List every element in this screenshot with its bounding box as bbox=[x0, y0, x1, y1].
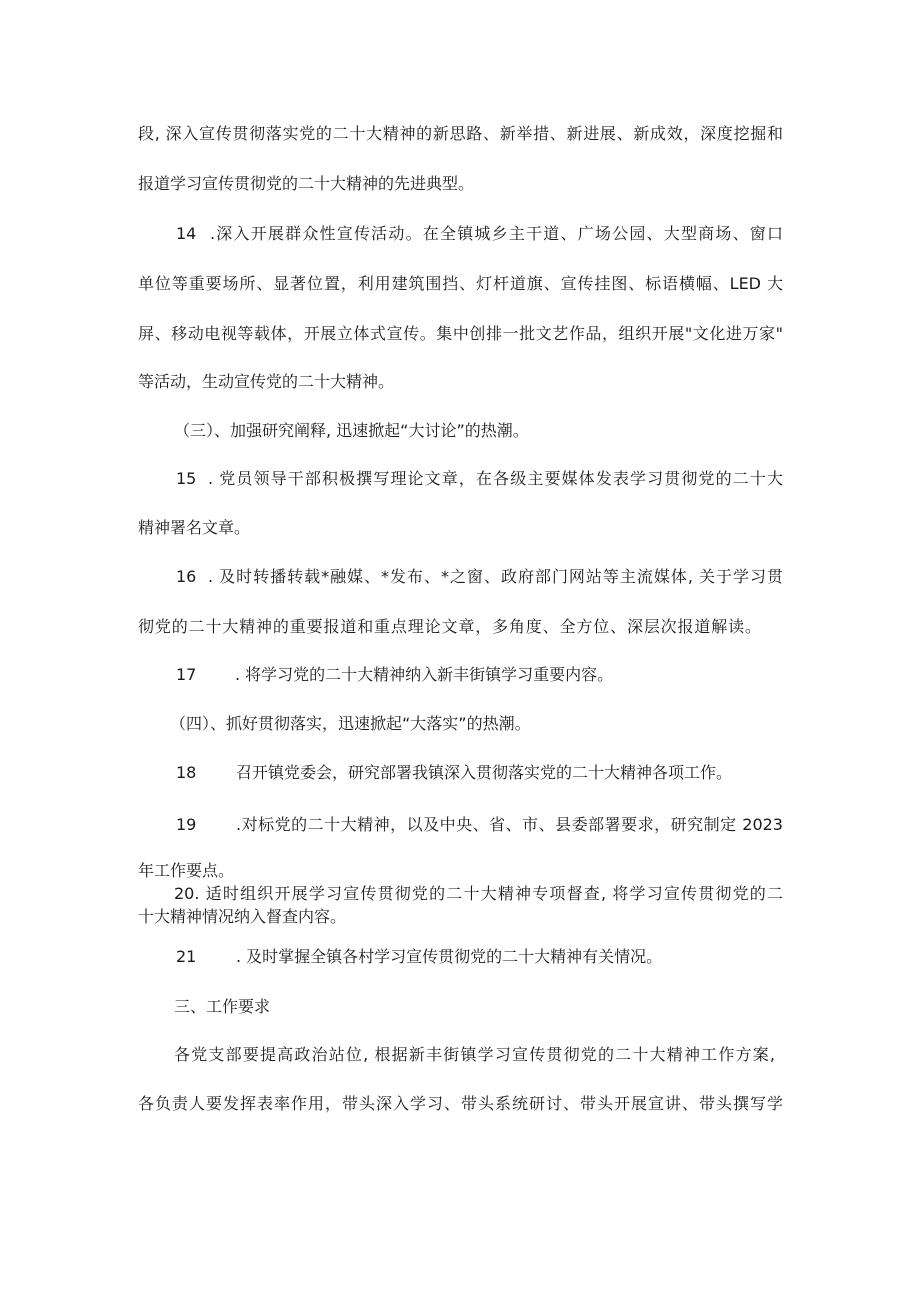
requirements-heading: 三、工作要求 bbox=[174, 997, 271, 1016]
item-21-number: 21 bbox=[176, 947, 197, 966]
item-16-line-2: 彻党的二十大精神的重要报道和重点理论文章，多角度、全方位、深层次报道解读。 bbox=[138, 617, 761, 636]
item-14-line-3: 屏、移动电视等载体，开展立体式宣传。集中创排一批文艺作品，组织开展"文化进万家" bbox=[138, 324, 783, 343]
item-14-number: 14 bbox=[176, 224, 197, 243]
item-15-line-1: . 党员领导干部积极撰写理论文章，在各级主要媒体发表学习贯彻党的二十大 bbox=[208, 469, 783, 488]
item-14-line-2: 单位等重要场所、显著位置，利用建筑围挡、灯杆道旗、宣传挂图、标语横幅、LED 大 bbox=[138, 274, 783, 293]
item-18-number: 18 bbox=[176, 763, 197, 782]
section-3-heading: （三）、加强研究阐释, 迅速掀起“大讨论”的热潮。 bbox=[174, 421, 529, 440]
item-16-line-1: . 及时转播转载*融媒、*发布、*之窗、政府部门网站等主流媒体, 关于学习贯 bbox=[208, 567, 783, 586]
item-17-number: 17 bbox=[176, 665, 197, 684]
item-15-number: 15 bbox=[176, 469, 197, 488]
final-line-2: 各负责人要发挥表率作用，带头深入学习、带头系统研讨、带头开展宣讲、带头撰写学 bbox=[138, 1094, 783, 1113]
item-20-line-2: 十大精神情况纳入督查内容。 bbox=[138, 907, 347, 926]
item-19-number: 19 bbox=[176, 815, 197, 834]
item-19-line-1: .对标党的二十大精神，以及中央、省、市、县委部署要求，研究制定 2023 bbox=[236, 815, 783, 834]
item-20-line-1: 20. 适时组织开展学习宣传贯彻党的二十大精神专项督查, 将学习宣传贯彻党的二 bbox=[174, 884, 783, 903]
final-line-1: 各党支部要提高政治站位, 根据新丰街镇学习宣传贯彻党的二十大精神工作方案, bbox=[174, 1045, 775, 1064]
intro-line-2: 报道学习宣传贯彻党的二十大精神的先进典型。 bbox=[138, 174, 475, 193]
item-16-number: 16 bbox=[176, 567, 197, 586]
item-21-text: . 及时掌握全镇各村学习宣传贯彻党的二十大精神有关情况。 bbox=[236, 947, 663, 966]
intro-line-1: 段, 深入宣传贯彻落实党的二十大精神的新思路、新举措、新进展、新成效，深度挖掘和 bbox=[138, 124, 783, 143]
item-14-line-4: 等活动，生动宣传党的二十大精神。 bbox=[138, 372, 395, 391]
section-4-heading: （四）、抓好贯彻落实，迅速掀起“大落实”的热潮。 bbox=[170, 714, 531, 733]
item-19-line-2: 年工作要点。 bbox=[138, 861, 235, 880]
item-18-text: 召开镇党委会，研究部署我镇深入贯彻落实党的二十大精神各项工作。 bbox=[236, 763, 733, 782]
item-14-line-1: .深入开展群众性宣传活动。在全镇城乡主干道、广场公园、大型商场、窗口 bbox=[210, 224, 783, 243]
item-17-text: . 将学习党的二十大精神纳入新丰街镇学习重要内容。 bbox=[235, 665, 614, 684]
item-15-line-2: 精神署名文章。 bbox=[138, 518, 251, 537]
